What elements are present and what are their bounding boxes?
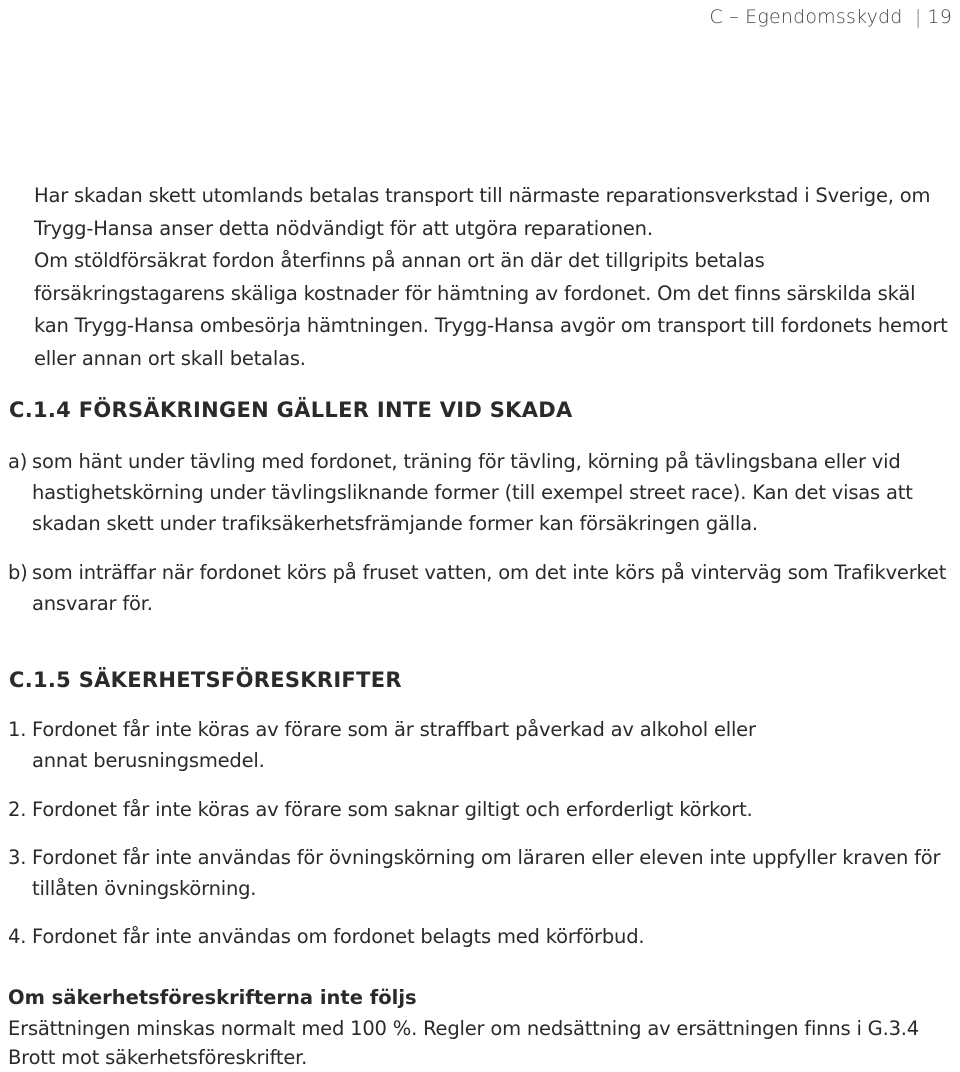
list-item-text: Fordonet får inte köras av förare som saknar giltigt och erforderligt körkort.: [32, 798, 753, 821]
list-item-marker: 3.: [8, 846, 27, 869]
non-compliance-text: Ersättningen minskas normalt med 100 %. Regler om nedsättning av ersättningen finns i G.3.4 Brott mot säkerhetsföreskrifter.: [8, 1017, 919, 1069]
list-item-marker: a): [8, 450, 28, 473]
c15-list: [8, 714, 953, 952]
list-item-marker: 2.: [8, 798, 27, 821]
intro-paragraph-2: Om stöldförsäkrat fordon återfinns på annan ort än där det tillgripits betalas försäkringstagarens skäliga kostnader för hämtning av fordonet. Om det finns särskilda skäl kan Trygg-Hansa ombesörja hämtningen. Trygg-Hansa avgör om transport till fordonets hemort eller annan ort skall betalas.: [34, 249, 948, 370]
page-number: 19: [927, 6, 952, 28]
list-item-text: Fordonet får inte användas om fordonet belagts med körförbud.: [32, 925, 645, 948]
header-separator: |: [914, 6, 922, 28]
list-item: [8, 557, 953, 619]
non-compliance-subheading: Om säkerhetsföreskrifterna inte följs: [8, 986, 417, 1009]
list-item-text: Fordonet får inte köras av förare som är straffbart påverkad av alkohol eller annat berusningsmedel.: [32, 718, 756, 772]
intro-paragraphs: [34, 180, 954, 375]
list-item: [8, 794, 953, 825]
intro-paragraph-1: Har skadan skett utomlands betalas transport till närmaste reparationsverkstad i Sverige, om Trygg-Hansa anser detta nödvändigt för att utgöra reparationen.: [34, 184, 931, 240]
list-item-marker: b): [8, 561, 28, 584]
list-item-text: som hänt under tävling med fordonet, träning för tävling, körning på tävlingsbana eller vid hastighetskörning under tävlingsliknande former (till exempel street race). Kan det visas att skadan skett under trafiksäkerhetsfrämjande former kan försäkringen gälla.: [32, 450, 913, 535]
header-section-letter: C: [709, 6, 723, 28]
c14-list: [8, 446, 953, 619]
header-title: Egendomsskydd: [745, 6, 903, 28]
list-item: [8, 714, 953, 776]
header-dash: –: [729, 6, 739, 28]
list-item-marker: 4.: [8, 925, 27, 948]
section-heading-c14: C.1.4 FÖRSÄKRINGEN GÄLLER INTE VID SKADA: [9, 398, 573, 422]
list-item: [8, 842, 953, 904]
list-item-text: Fordonet får inte användas för övningskörning om läraren eller eleven inte uppfyller kraven för tillåten övningskörning.: [32, 846, 941, 900]
list-item-marker: 1.: [8, 718, 27, 741]
page-header: [709, 6, 952, 28]
list-item: [8, 446, 953, 539]
list-item-text: som inträffar när fordonet körs på fruset vatten, om det inte körs på vinterväg som Trafikverket ansvarar för.: [32, 561, 947, 615]
section-heading-c15: C.1.5 SÄKERHETSFÖRESKRIFTER: [9, 668, 402, 692]
list-item: [8, 921, 953, 952]
